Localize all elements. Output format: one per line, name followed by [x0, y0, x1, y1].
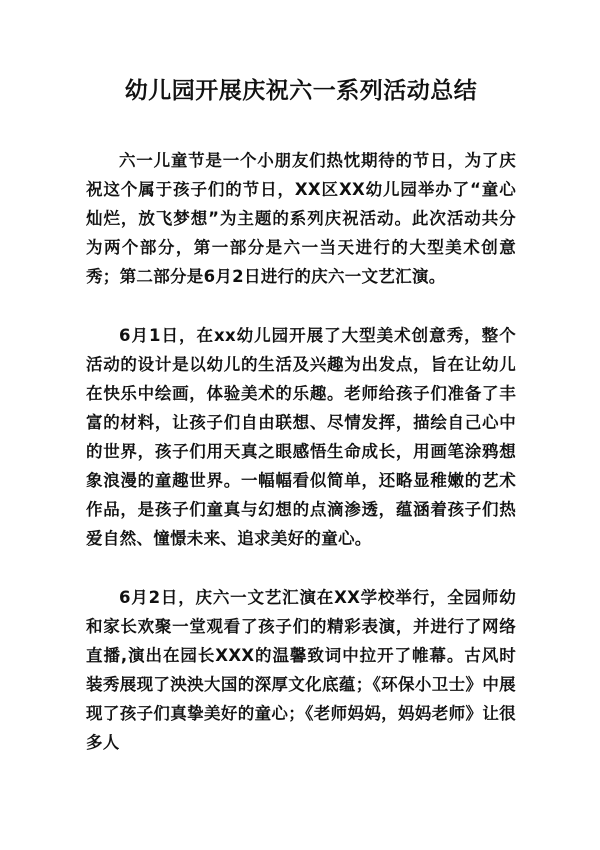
paragraph-june-2: 6月2日，庆六一文艺汇演在XX学校举行，全园师幼和家长欢聚一堂观看了孩子们的精彩表演，并进行了网络直播,演出在园长XXX的温馨致词中拉开了帷幕。古风时装秀展现了泱泱大国的深厚文化底蕴；《环保小卫士》中展现了孩子们真挚美好的童心；《老师妈妈，妈妈老师》让很多人	[86, 588, 516, 752]
document-title: 幼儿园开展庆祝六一系列活动总结	[124, 78, 478, 104]
paragraph-june-1: 6月1日，在xx幼儿园开展了大型美术创意秀，整个活动的设计是以幼儿的生活及兴趣为出发点，旨在让幼儿在快乐中绘画，体验美术的乐趣。老师给孩子们准备了丰富的材料，让孩子们自由联想、尽情发挥，描绘自己心中的世界，孩子们用天真之眼感悟生命成长，用画笔涂鸦想象浪漫的童趣世界。一幅幅看似简单，还略显稚嫩的艺术作品，是孩子们童真与幻想的点滴渗透，蕴涵着孩子们热爱自然、憧憬未来、追求美好的童心。	[86, 326, 516, 548]
paragraph-intro: 六一儿童节是一个小朋友们热忱期待的节日，为了庆祝这个属于孩子们的节日，XX区XX幼儿园举办了“童心灿烂，放飞梦想”为主题的系列庆祝活动。此次活动共分为两个部分，第一部分是六一当天进行的大型美术创意秀；第二部分是6月2日进行的庆六一文艺汇演。	[86, 151, 516, 286]
